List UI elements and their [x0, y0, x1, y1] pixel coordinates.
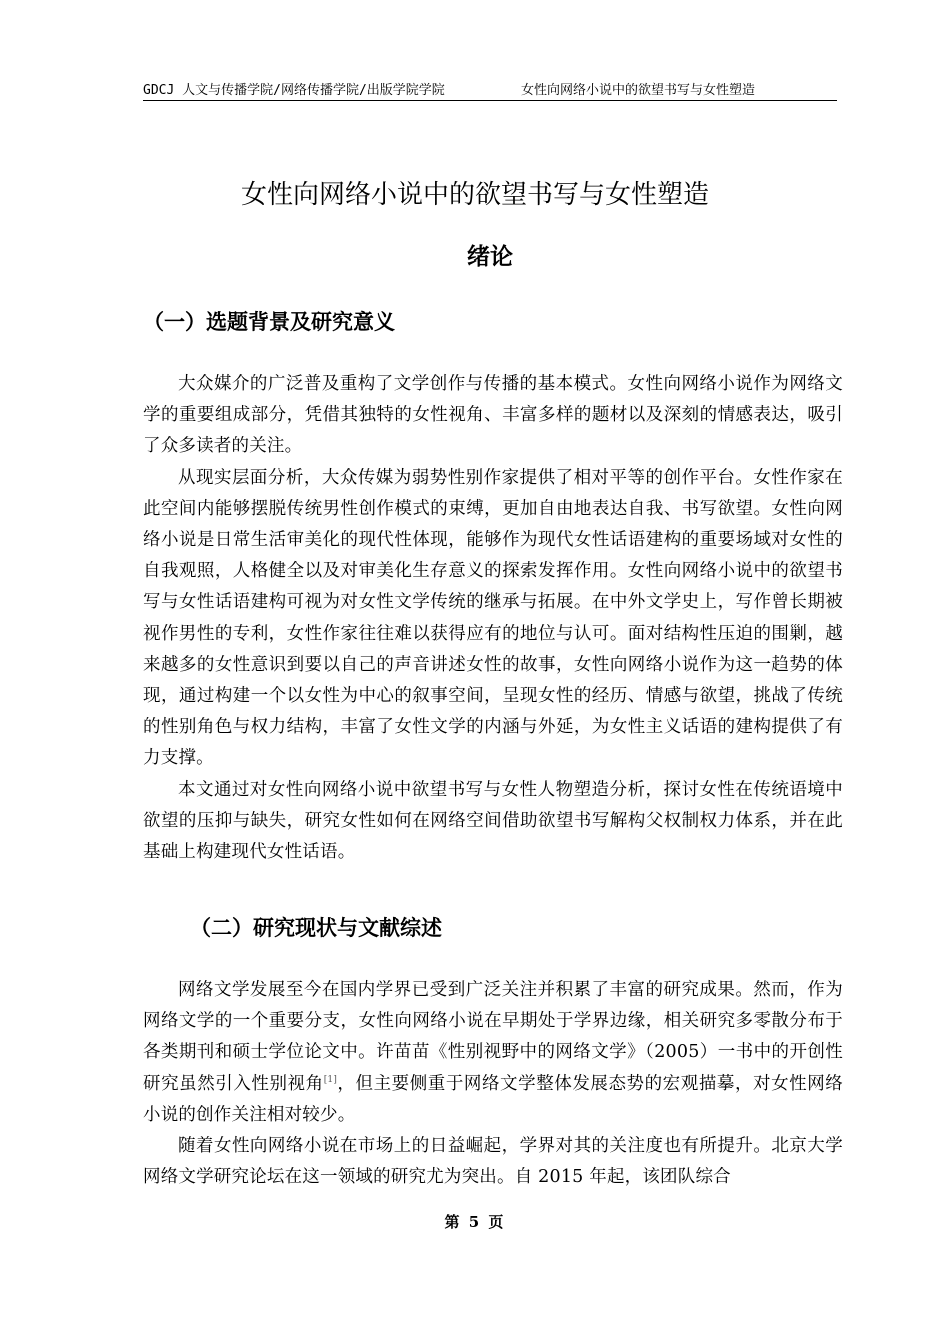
paragraph: 随着女性向网络小说在市场上的日益崛起，学界对其的关注度也有所提升。北京大学网络文学研究论坛在这一领域的研究尤为突出。自 2015 年起，该团队综合: [143, 1136, 843, 1188]
paragraph: 本文通过对女性向网络小说中欲望书写与女性人物塑造分析，探讨女性在传统语境中欲望的压抑与缺失，研究女性如何在网络空间借助欲望书写解构父权制权力体系，并在此基础上构建现代女性话语。: [143, 779, 843, 863]
document-title: 女性向网络小说中的欲望书写与女性塑造: [240, 180, 709, 210]
paragraph: 大众媒介的广泛普及重构了文学创作与传播的基本模式。女性向网络小说作为网络文学的重要组成部分，凭借其独特的女性视角、丰富多样的题材以及深刻的情感表达，吸引了众多读者的关注。: [143, 374, 843, 457]
page-header: [143, 78, 837, 101]
paragraph: [143, 975, 843, 1131]
section-body-background: [143, 369, 843, 868]
page-number: 第 5 页: [444, 1213, 506, 1231]
section-body-literature-review: [143, 975, 843, 1193]
paragraph-text: 网络文学发展至今在国内学界已受到广泛关注并积累了丰富的研究成果。然而，作为网络文学的一个重要分支，女性向网络小说在早期处于学界边缘，相关研究多零散分布于各类期刊和硕士学位论文中。许苗苗《性别视野中的网络文学》（2005）一书中的开创性研究虽然引入性别视角: [143, 980, 843, 1094]
paragraph: 从现实层面分析，大众传媒为弱势性别作家提供了相对平等的创作平台。女性作家在此空间内能够摆脱传统男性创作模式的束缚，更加自由地表达自我、书写欲望。女性向网络小说是日常生活审美化的现代性体现，能够作为现代女性话语建构的重要场域对女性的自我观照，人格健全以及对审美化生存意义的探索发挥作用。女性向网络小说中的欲望书写与女性话语建构可视为对女性文学传统的继承与拓展。在中外文学史上，写作曾长期被视作男性的专利，女性作家往往难以获得应有的地位与认可。面对结构性压迫的围剿，越来越多的女性意识到要以自己的声音讲述女性的故事，女性向网络小说作为这一趋势的体现，通过构建一个以女性为中心的叙事空间，呈现女性的经历、情感与欲望，挑战了传统的性别角色与权力结构，丰富了女性文学的内涵与外延，为女性主义话语的建构提供了有力支撑。: [143, 467, 843, 769]
section-heading-literature-review: （二）研究现状与文献综述: [190, 916, 442, 940]
section-heading-background: （一）选题背景及研究意义: [143, 310, 395, 334]
intro-heading: 绪论: [467, 244, 513, 270]
citation-reference[interactable]: [1]: [323, 1074, 338, 1085]
header-doc-title: 女性向网络小说中的欲望书写与女性塑造: [521, 83, 756, 98]
header-institution: GDCJ 人文与传播学院/网络传播学院/出版学院学院: [143, 83, 445, 98]
paragraph-text: ，但主要侧重于网络文学整体发展态势的宏观描摹，对女性网络小说的创作关注相对较少。: [143, 1073, 843, 1125]
